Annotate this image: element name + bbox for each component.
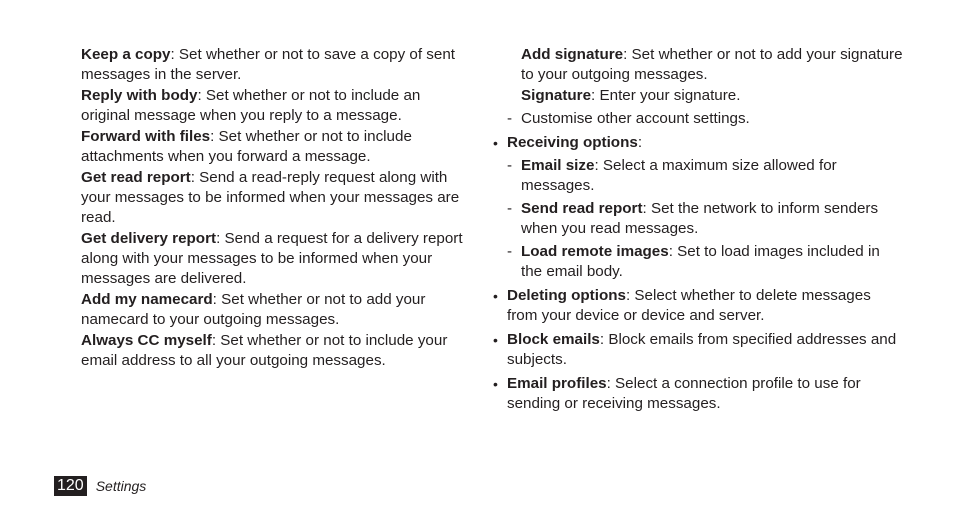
get-delivery-report-item: Get delivery report: Send a request for a delivery report along with your messages to be informed when your messages are delivered. xyxy=(81,230,463,287)
right-column xyxy=(493,45,903,417)
always-cc-myself-item: Always CC myself: Set whether or not to include your email address to all your outgoing messages. xyxy=(81,332,448,369)
block-emails-item: • Block emails: Block emails from specified addresses and subjects. xyxy=(493,331,897,368)
reply-with-body-item: Reply with body: Set whether or not to include an original message when you reply to a message. xyxy=(81,87,421,124)
deleting-options-item: • Deleting options: Select whether to delete messages from your device or device and server. xyxy=(493,287,871,324)
receiving-options-item: • Receiving options: xyxy=(493,134,643,151)
bullet-mark: • xyxy=(493,135,498,151)
left-column xyxy=(81,45,466,372)
add-my-namecard-item: Add my namecard: Set whether or not to add your namecard to your outgoing messages. xyxy=(81,291,426,328)
bullet-mark: • xyxy=(493,376,498,392)
load-remote-images-item: - Load remote images: Set to load images included in the email body. xyxy=(507,243,880,280)
send-read-report-item: - Send read report: Set the network to inform senders when you read messages. xyxy=(507,200,879,237)
dash-mark: - xyxy=(507,110,513,127)
email-profiles-item: • Email profiles: Select a connection profile to use for sending or receiving messages. xyxy=(493,375,861,412)
dash-mark: - xyxy=(507,200,513,217)
email-size-item: - Email size: Select a maximum size allowed for messages. xyxy=(507,157,837,194)
get-read-report-item: Get read report: Send a read-reply request along with your messages to be informed when your messages are read. xyxy=(81,169,460,226)
section-label: Settings xyxy=(95,478,147,494)
page-footer xyxy=(54,476,146,496)
bullet-mark: • xyxy=(493,288,498,304)
keep-a-copy-item: Keep a copy: Set whether or not to save a copy of sent messages in the server. xyxy=(81,46,455,83)
page-number: 120 xyxy=(54,476,87,496)
dash-mark: - xyxy=(507,157,513,174)
forward-with-files-item: Forward with files: Set whether or not to include attachments when you forward a message. xyxy=(81,128,412,165)
customise-item: - Customise other account settings. xyxy=(507,110,750,127)
bullet-mark: • xyxy=(493,332,498,348)
add-signature-item: Add signature: Set whether or not to add your signature to your outgoing messages. xyxy=(521,46,903,83)
dash-mark: - xyxy=(507,243,513,260)
signature-item: Signature: Enter your signature. xyxy=(521,87,741,104)
